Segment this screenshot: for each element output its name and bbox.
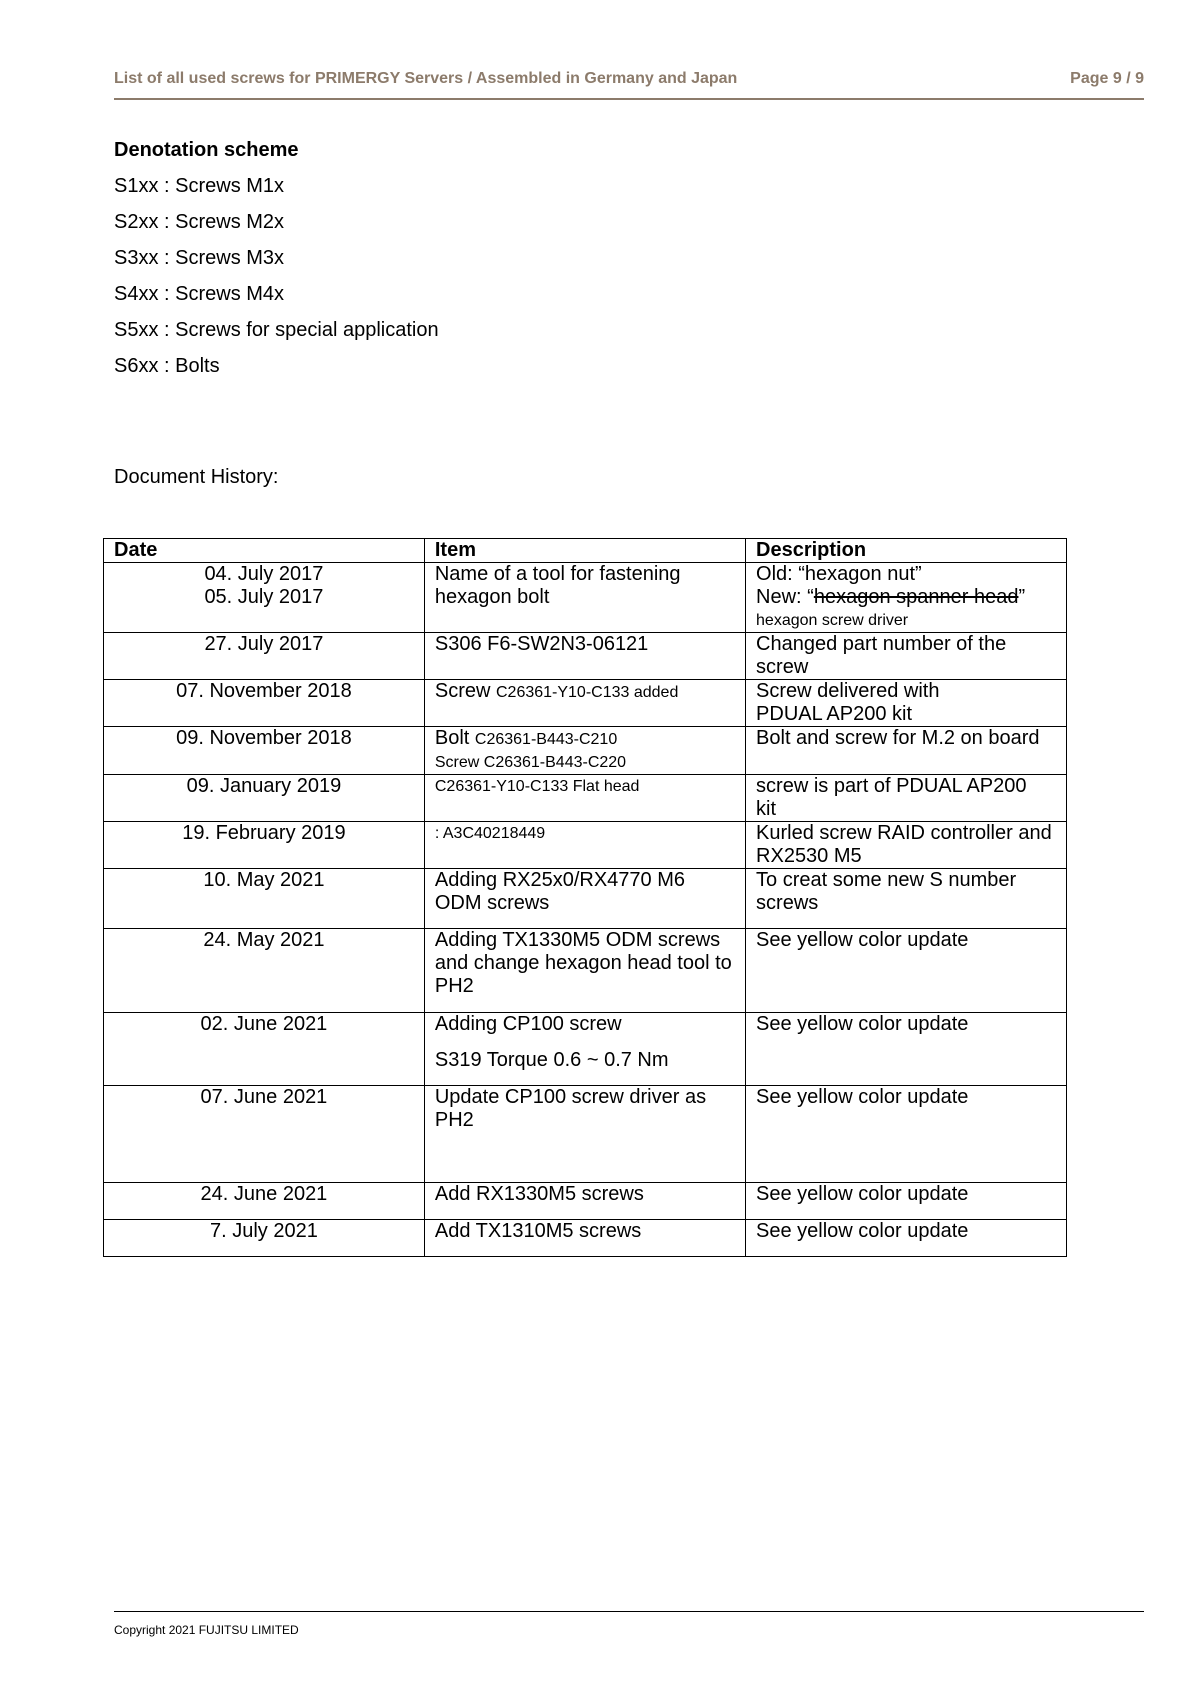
description-cell: Old: “hexagon nut” New: “hexagon spanner head” hexagon screw driver — [746, 563, 1067, 633]
table-row — [104, 822, 1067, 869]
copyright-footer: Copyright 2021 FUJITSU LIMITED — [114, 1623, 299, 1637]
denotation-line: S6xx : Bolts — [114, 355, 220, 377]
denotation-heading: Denotation scheme — [114, 139, 299, 161]
date-cell: 24. May 2021 — [104, 929, 425, 1013]
table-row — [104, 1013, 1067, 1086]
table-header-row — [104, 539, 1067, 563]
table-row — [104, 1220, 1067, 1257]
page-number: Page 9 / 9 — [1070, 70, 1144, 87]
footer-divider — [114, 1611, 1144, 1612]
description-cell: See yellow color update — [746, 1220, 1067, 1257]
date-cell: 7. July 2021 — [104, 1220, 425, 1257]
denotation-line: S1xx : Screws M1x — [114, 175, 285, 197]
description-cell: See yellow color update — [746, 1183, 1067, 1220]
denotation-line: S3xx : Screws M3x — [114, 247, 285, 269]
table-row — [104, 869, 1067, 929]
description-cell: See yellow color update — [746, 1013, 1067, 1086]
item-cell: Adding RX25x0/RX4770 M6 ODM screws — [424, 869, 745, 929]
item-cell: Bolt C26361-B443-C210 Screw C26361-B443-C220 — [424, 727, 745, 775]
date-cell: 04. July 2017 05. July 2017 — [104, 563, 425, 633]
denotation-scheme — [114, 139, 439, 390]
item-cell: Add RX1330M5 screws — [424, 1183, 745, 1220]
date-cell: 07. June 2021 — [104, 1086, 425, 1183]
date-cell: 10. May 2021 — [104, 869, 425, 929]
column-header-description: Description — [746, 539, 1067, 563]
date-cell: 09. November 2018 — [104, 727, 425, 775]
item-cell: Name of a tool for fastening hexagon bolt — [424, 563, 745, 633]
column-header-date: Date — [104, 539, 425, 563]
document-history-table — [103, 538, 1067, 1257]
table-row — [104, 1183, 1067, 1220]
date-cell: 19. February 2019 — [104, 822, 425, 869]
table-row — [104, 633, 1067, 680]
description-cell: Bolt and screw for M.2 on board — [746, 727, 1067, 775]
item-cell: C26361-Y10-C133 Flat head — [424, 775, 745, 822]
item-cell: Add TX1310M5 screws — [424, 1220, 745, 1257]
table-row — [104, 1086, 1067, 1183]
date-cell: 02. June 2021 — [104, 1013, 425, 1086]
denotation-line: S4xx : Screws M4x — [114, 283, 285, 305]
table-row — [104, 775, 1067, 822]
table-row — [104, 680, 1067, 727]
date-cell: 27. July 2017 — [104, 633, 425, 680]
date-cell: 07. November 2018 — [104, 680, 425, 727]
description-cell: See yellow color update — [746, 1086, 1067, 1183]
document-history-title: Document History: — [114, 466, 279, 488]
table-row — [104, 563, 1067, 633]
description-cell: screw is part of PDUAL AP200 kit — [746, 775, 1067, 822]
item-cell: S306 F6-SW2N3-06121 — [424, 633, 745, 680]
column-header-item: Item — [424, 539, 745, 563]
item-cell: : A3C40218449 — [424, 822, 745, 869]
item-cell: Adding TX1330M5 ODM screws and change hexagon head tool to PH2 — [424, 929, 745, 1013]
item-cell: Screw C26361-Y10-C133 added — [424, 680, 745, 727]
description-cell: See yellow color update — [746, 929, 1067, 1013]
item-cell: Update CP100 screw driver as PH2 — [424, 1086, 745, 1183]
date-cell: 09. January 2019 — [104, 775, 425, 822]
table-row — [104, 929, 1067, 1013]
description-cell: Changed part number of the screw — [746, 633, 1067, 680]
table-row — [104, 727, 1067, 775]
denotation-line: S5xx : Screws for special application — [114, 319, 439, 341]
item-cell: Adding CP100 screw S319 Torque 0.6 ~ 0.7 Nm — [424, 1013, 745, 1086]
description-cell: To creat some new S number screws — [746, 869, 1067, 929]
date-cell: 24. June 2021 — [104, 1183, 425, 1220]
denotation-line: S2xx : Screws M2x — [114, 211, 285, 233]
description-cell: Kurled screw RAID controller and RX2530 M5 — [746, 822, 1067, 869]
description-cell: Screw delivered with PDUAL AP200 kit — [746, 680, 1067, 727]
header-title: List of all used screws for PRIMERGY Servers / Assembled in Germany and Japan — [114, 70, 738, 87]
page-header — [114, 68, 1144, 100]
